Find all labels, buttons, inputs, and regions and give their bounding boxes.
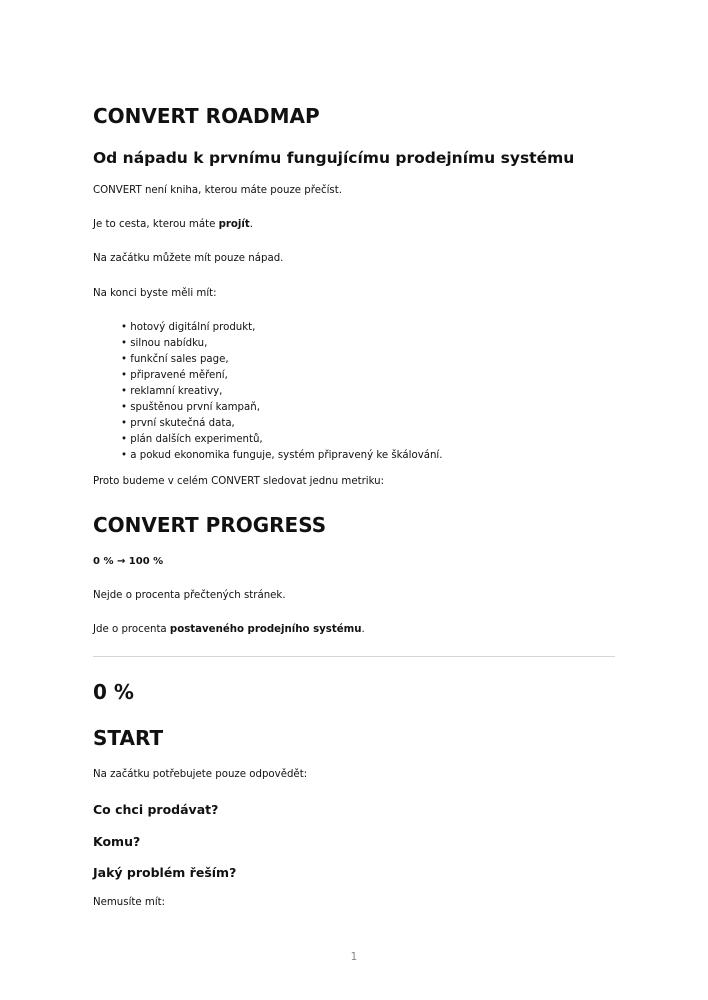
intro-paragraph-2: Je to cesta, kterou máte projít. [93, 219, 254, 230]
progress-heading: CONVERT PROGRESS [93, 513, 327, 537]
list-item: • plán dalších experimentů, [121, 432, 443, 448]
metric-intro: Proto budeme v celém CONVERT sledovat jednu metriku: [93, 476, 385, 487]
intro-paragraph-4: Na konci byste měli mít: [93, 288, 217, 299]
page-number: 1 [350, 951, 358, 963]
list-item: • reklamní kreativy, [121, 384, 443, 400]
stage-outro: Nemusíte mít: [93, 897, 166, 908]
progress-emphasis: postaveného prodejního systému [169, 624, 362, 635]
list-item: • spuštěnou první kampaň, [121, 400, 443, 416]
list-item: • silnou nabídku, [121, 336, 443, 352]
progress-range: 0 % → 100 % [93, 556, 164, 567]
stage-title: START [93, 726, 164, 750]
progress-note-2: Jde o procenta postaveného prodejního systému. [93, 624, 365, 635]
stage-percent: 0 % [93, 680, 134, 704]
progress-note-1: Nejde o procenta přečtených stránek. [93, 590, 286, 601]
list-item: • hotový digitální produkt, [121, 320, 443, 336]
document-subtitle: Od nápadu k prvnímu fungujícímu prodejnímu systému [93, 149, 575, 167]
section-divider [93, 656, 615, 657]
outcomes-list [121, 320, 443, 464]
intro-paragraph-1: CONVERT není kniha, kterou máte pouze přečíst. [93, 185, 342, 196]
list-item: • první skutečná data, [121, 416, 443, 432]
intro-paragraph-3: Na začátku můžete mít pouze nápad. [93, 253, 284, 264]
stage-intro: Na začátku potřebujete pouze odpovědět: [93, 769, 308, 780]
document-title: CONVERT ROADMAP [93, 104, 320, 128]
question-whom: Komu? [93, 834, 141, 849]
question-what: Co chci prodávat? [93, 802, 219, 817]
question-problem: Jaký problém řeším? [93, 865, 237, 880]
list-item: • a pokud ekonomika funguje, systém připravený ke škálování. [121, 448, 443, 464]
list-item: • funkční sales page, [121, 352, 443, 368]
list-item: • připravené měření, [121, 368, 443, 384]
intro-emphasis: projít [218, 219, 250, 230]
